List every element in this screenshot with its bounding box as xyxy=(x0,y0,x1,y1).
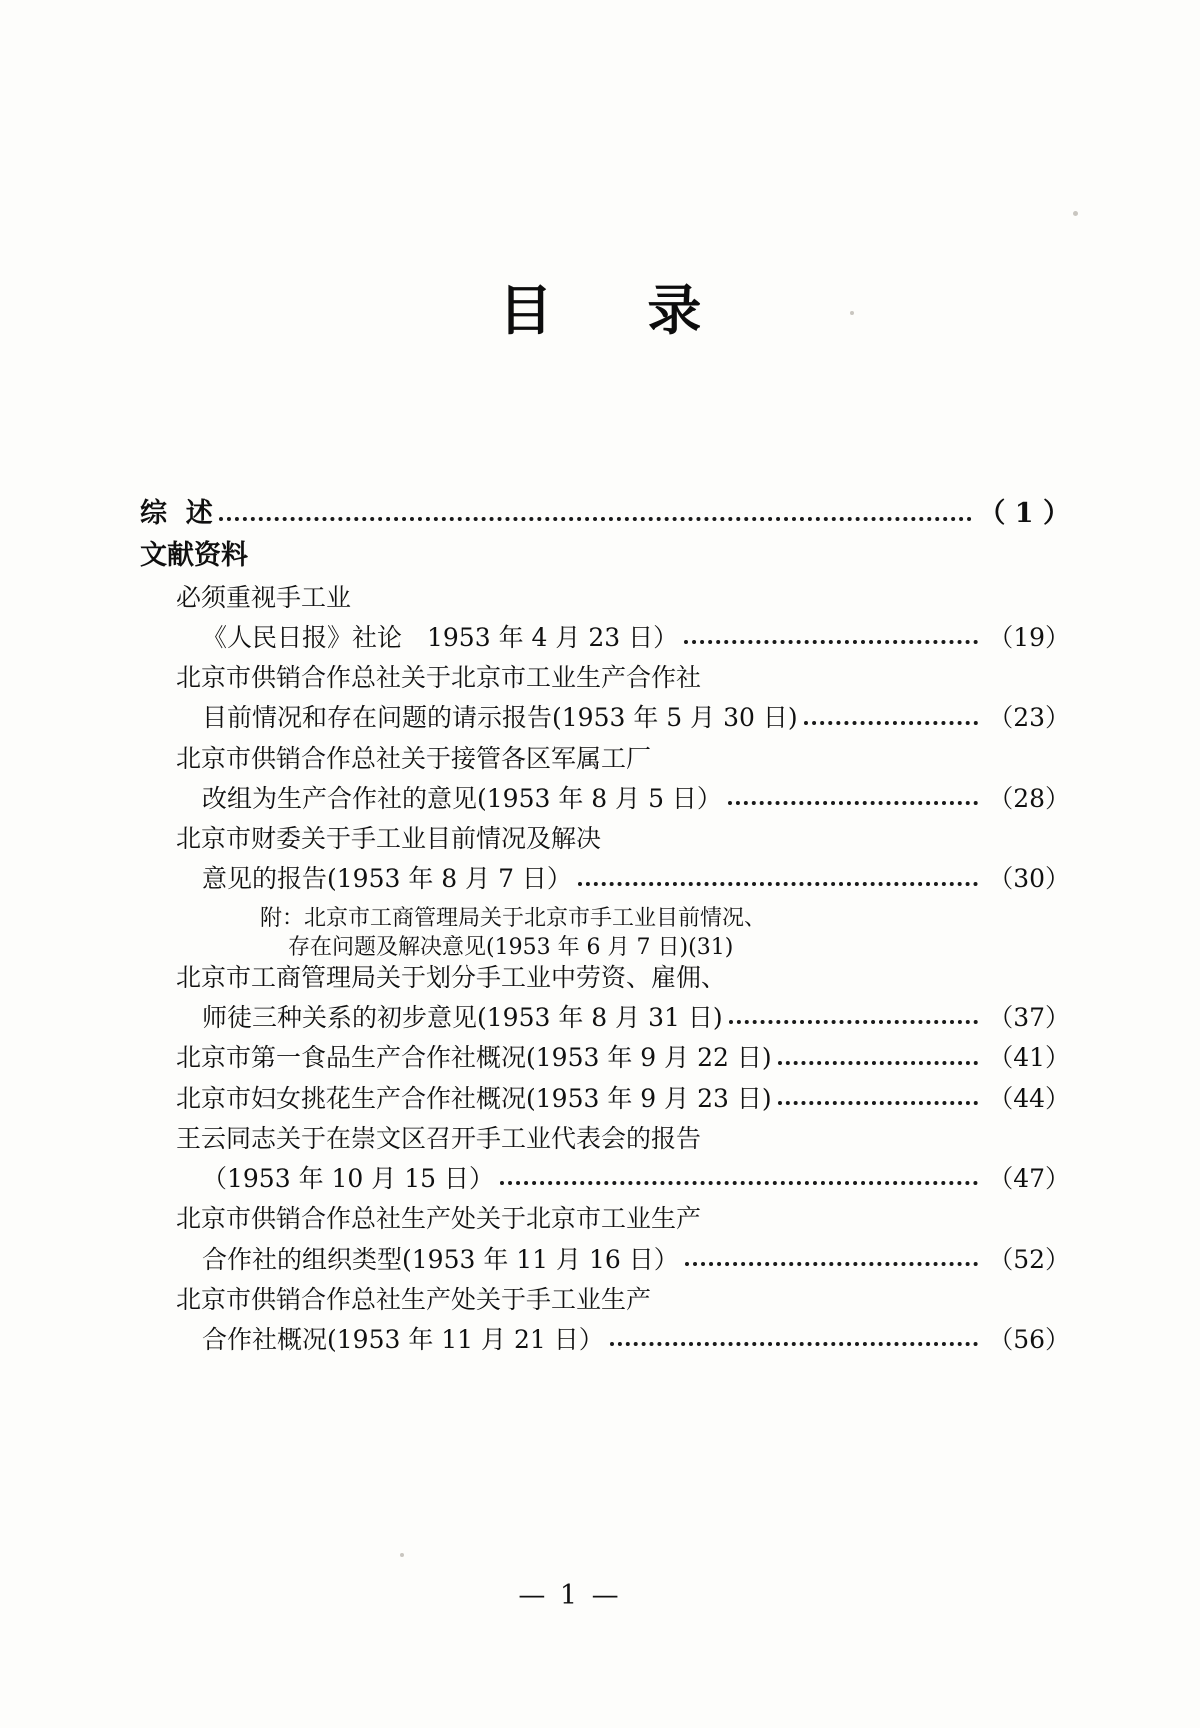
toc-entry-text: 改组为生产合作社的意见(1953 年 8 月 5 日） xyxy=(202,783,722,813)
toc-entry-text: 综 述 xyxy=(140,498,213,529)
toc-leader-dots xyxy=(578,881,978,886)
toc-entry[interactable] xyxy=(140,542,1070,570)
toc-entry[interactable] xyxy=(260,907,1070,930)
toc-leader-dots xyxy=(772,922,978,923)
toc-entry[interactable] xyxy=(202,622,1070,652)
toc-entry-text: 北京市妇女挑花生产合作社概况(1953 年 9 月 23 日) xyxy=(176,1083,772,1113)
toc-leader-dots xyxy=(732,983,978,984)
toc-entry-text: 北京市供销合作总社生产处关于手工业生产 xyxy=(176,1284,652,1314)
toc-leader-dots xyxy=(657,1305,978,1306)
toc-entry-text: 文献资料 xyxy=(140,540,248,572)
toc-leader-dots xyxy=(739,951,978,952)
toc-entry-text: 存在问题及解决意见(1953 年 6 月 7 日)(31) xyxy=(288,934,734,960)
toc-entry[interactable] xyxy=(176,743,1070,773)
toc-entry-page: （19） xyxy=(988,622,1070,652)
toc-leader-dots xyxy=(357,603,978,604)
toc-entry-text: 合作社概况(1953 年 11 月 21 日） xyxy=(202,1325,604,1355)
toc-entry-page: （30） xyxy=(988,864,1070,894)
toc-leader-dots xyxy=(254,563,978,564)
toc-entry[interactable] xyxy=(176,1206,1070,1232)
scan-speck xyxy=(1073,211,1078,216)
toc-entry-text: 必须重视手工业 xyxy=(176,582,352,612)
toc-leader-dots xyxy=(707,683,978,684)
toc-leader-dots xyxy=(728,800,978,805)
toc-leader-dots xyxy=(685,1261,978,1266)
toc-entry-text: 意见的报告(1953 年 8 月 7 日） xyxy=(202,864,572,894)
toc-entry[interactable] xyxy=(202,1327,1070,1353)
page-folio: — 1 — xyxy=(518,1580,622,1611)
toc-leader-dots xyxy=(729,1019,978,1024)
toc-entry-text: 王云同志关于在崇文区召开手工业代表会的报告 xyxy=(176,1123,702,1153)
toc-entry-page: （52） xyxy=(988,1244,1070,1274)
toc-entry-page: （47） xyxy=(988,1164,1070,1194)
toc-entry[interactable] xyxy=(176,665,1070,691)
toc-leader-dots xyxy=(684,639,978,644)
toc-entry-text: 北京市第一食品生产合作社概况(1953 年 9 月 22 日) xyxy=(176,1043,772,1073)
toc-entry[interactable] xyxy=(202,866,1070,892)
toc-entry-text: 北京市供销合作总社关于北京市工业生产合作社 xyxy=(176,663,702,693)
toc-leader-dots xyxy=(607,844,978,845)
toc-entry[interactable] xyxy=(176,962,1070,992)
toc-entry-text: 北京市财委关于手工业目前情况及解决 xyxy=(176,824,602,854)
toc-entry[interactable] xyxy=(176,582,1070,612)
toc-entry[interactable] xyxy=(176,1284,1070,1314)
toc-entry[interactable] xyxy=(176,826,1070,852)
toc-entry-text: 北京市供销合作总社关于接管各区军属工厂 xyxy=(176,743,652,773)
toc-entry-text: 北京市供销合作总社生产处关于北京市工业生产 xyxy=(176,1204,702,1234)
toc-entry-page: （37） xyxy=(988,1003,1070,1033)
toc-entry-text: 目前情况和存在问题的请示报告(1953 年 5 月 30 日) xyxy=(202,703,798,733)
toc-entry[interactable] xyxy=(202,1166,1070,1192)
toc-entry[interactable] xyxy=(288,936,1070,959)
toc-entry-page: （23） xyxy=(988,703,1070,733)
toc-leader-dots xyxy=(657,764,978,765)
toc-entry[interactable] xyxy=(176,1083,1070,1113)
toc-leader-dots xyxy=(500,1180,978,1185)
page-title: 目 录 xyxy=(498,278,740,342)
toc-entry-page: （44） xyxy=(988,1083,1070,1113)
toc-entry[interactable] xyxy=(202,705,1070,731)
toc-entry[interactable] xyxy=(202,1244,1070,1274)
toc-entry-page: （41） xyxy=(988,1043,1070,1073)
toc-entry[interactable] xyxy=(140,500,1070,528)
toc-entry-text: 师徒三种关系的初步意见(1953 年 8 月 31 日) xyxy=(202,1003,723,1033)
toc-leader-dots xyxy=(610,1341,978,1346)
toc-entry-text: （1953 年 10 月 15 日） xyxy=(202,1164,494,1194)
toc-leader-dots xyxy=(778,1060,978,1065)
toc-entry-text: 附：北京市工商管理局关于北京市手工业目前情况、 xyxy=(260,905,767,931)
toc-entry-page: （ 1 ） xyxy=(978,498,1070,529)
toc-leader-dots xyxy=(804,720,978,725)
toc-leader-dots xyxy=(219,516,973,521)
toc-leader-dots xyxy=(778,1100,978,1105)
toc-leader-dots xyxy=(707,1144,978,1145)
scan-speck xyxy=(400,1553,404,1557)
toc-entry-text: 《人民日报》社论 1953 年 4 月 23 日） xyxy=(202,622,679,652)
toc-leader-dots xyxy=(707,1225,978,1226)
table-of-contents xyxy=(140,500,1070,1367)
toc-entry[interactable] xyxy=(176,1123,1070,1153)
toc-entry[interactable] xyxy=(202,1005,1070,1031)
toc-entry-page: （28） xyxy=(988,783,1070,813)
toc-entry[interactable] xyxy=(176,1045,1070,1071)
toc-entry-page: （56） xyxy=(988,1325,1070,1355)
toc-entry-text: 合作社的组织类型(1953 年 11 月 16 日） xyxy=(202,1244,679,1274)
toc-entry[interactable] xyxy=(202,783,1070,813)
toc-entry-text: 北京市工商管理局关于划分手工业中劳资、雇佣、 xyxy=(176,962,727,992)
